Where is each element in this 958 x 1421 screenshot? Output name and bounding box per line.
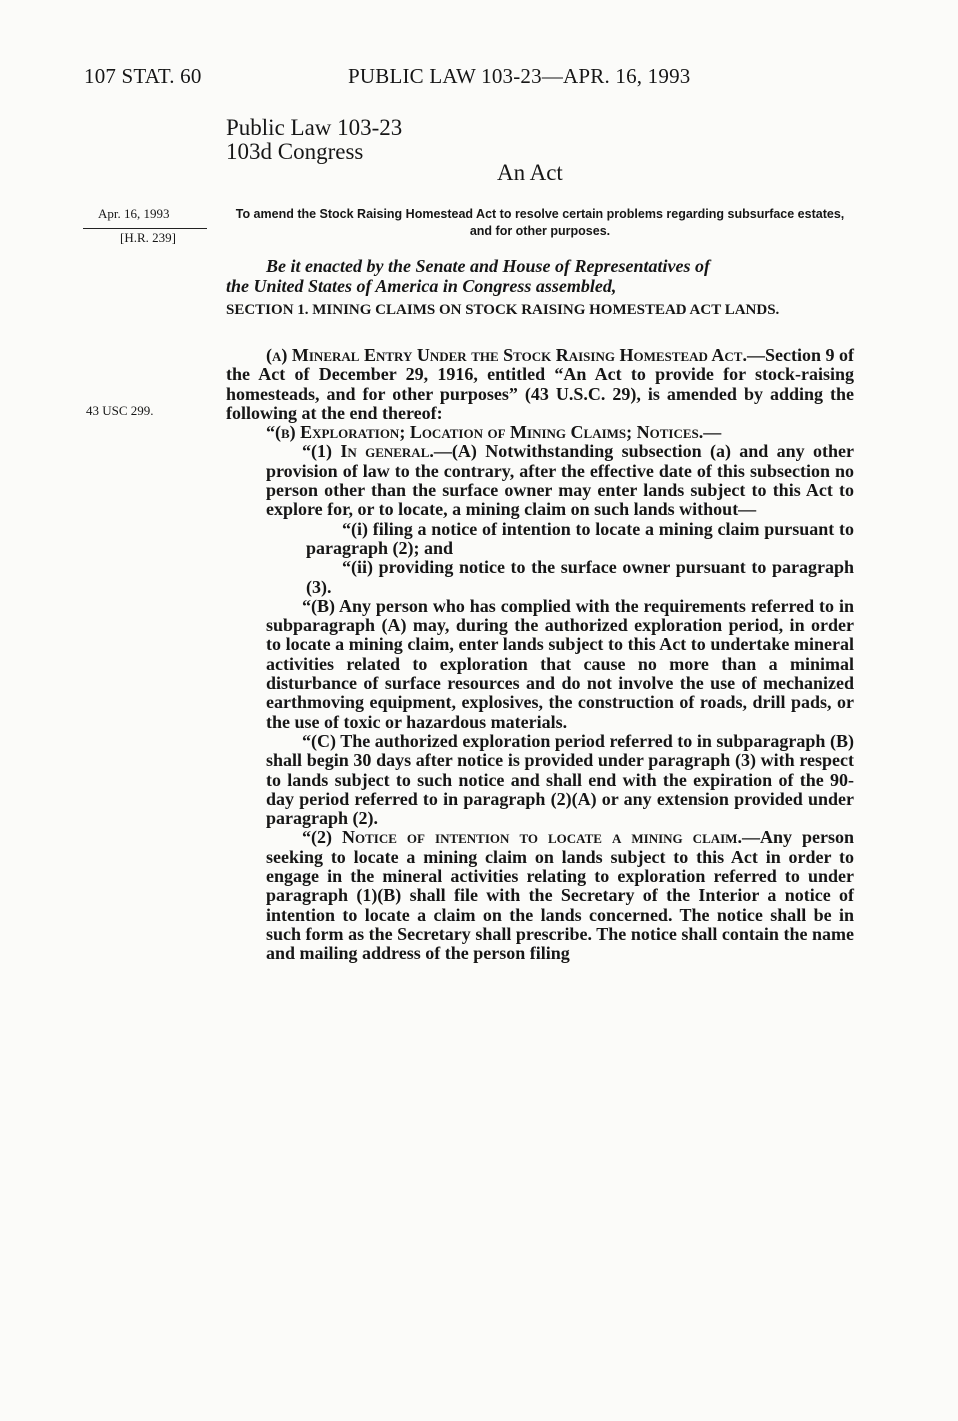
congress-title: 103d Congress [226, 139, 364, 164]
act-purpose: To amend the Stock Raising Homestead Act to resolve certain problems regarding subsurface estates, and for other purposes. [235, 207, 845, 238]
an-act-heading: An Act [497, 160, 563, 185]
margin-divider [83, 228, 207, 229]
subsection-b-heading: “(b) Exploration; Location of Mining Claims; Notices.— [266, 422, 722, 443]
public-law-title: Public Law 103-23 [226, 115, 403, 140]
subparagraph-b: “(B) Any person who has complied with the requirements referred to in subparagraph (A) may, during the authorized exploration period, in order to locate a mining claim, enter lands subject to this Act to undertake mineral activities related to exploration that cause no more than a minimal disturbance of surface resources and do not involve the use of mechanized earthmoving equipment, explosives, the construction of roads, drill pads, or the use of toxic or hazardous materials. [266, 595, 854, 732]
subsection-a [226, 346, 854, 423]
margin-date: Apr. 16, 1993 [98, 206, 170, 221]
clause-i: “(i) filing a notice of intention to locate a mining claim pursuant to paragraph (2); and [306, 518, 854, 558]
clause-ii: “(ii) providing notice to the surface owner pursuant to paragraph (3). [306, 557, 854, 597]
paragraph-2 [226, 828, 854, 963]
subparagraph-c: “(C) The authorized exploration period referred to in subparagraph (B) shall begin 30 days after notice is provided under paragraph (3) with respect to lands subject to such notice and shall end with the expiration of the 90-day period referred to in paragraph (2)(A) or any extension provided under paragraph (2). [266, 730, 854, 829]
page-stat-number: 107 STAT. 60 [84, 64, 202, 88]
enacting-clause-line2: the United States of America in Congress assembled, [226, 276, 617, 296]
margin-bill-number: [H.R. 239] [120, 230, 176, 245]
paragraph-1-heading: “(1) In general. [302, 441, 434, 462]
body-text [226, 346, 854, 964]
section-heading: SECTION 1. MINING CLAIMS ON STOCK RAISING HOMESTEAD ACT LANDS. [226, 302, 780, 318]
subsection-a-text: —Section 9 of the Act of December 29, 1916, entitled “An Act to provide for stock-raising homesteads, and for other purposes” (43 U.S.C. 29), is amended by adding the following at the end thereof: [226, 345, 854, 423]
margin-usc-citation: 43 USC 299. [86, 403, 154, 418]
running-title: PUBLIC LAW 103-23—APR. 16, 1993 [348, 64, 691, 88]
enacting-clause-line1: Be it enacted by the Senate and House of Representatives of [266, 256, 710, 276]
paragraph-1-text: —(A) Notwithstanding subsection (a) and any other provision of law to the contrary, after the effective date of this subsection no person other than the surface owner may enter lands subject to this Act to explore for, or to locate, a mining claim on such lands without— [266, 441, 854, 520]
enacting-clause [226, 256, 854, 296]
subsection-a-heading: (a) Mineral Entry Under the Stock Raising Homestead Act. [266, 345, 747, 365]
paragraph-1 [226, 442, 854, 519]
paragraph-2-text: —Any person seeking to locate a mining claim on lands subject to this Act in order to engage in the mineral activities relating to exploration referred to under paragraph (1)(B) shall file with the Secretary of the Interior a notice of intention to locate a claim on the lands concerned. The notice shall be in such form as the Secretary shall prescribe. The notice shall contain the name and mailing address of the person filing [266, 827, 855, 964]
paragraph-2-heading: “(2) Notice of intention to locate a mining claim. [302, 827, 742, 848]
